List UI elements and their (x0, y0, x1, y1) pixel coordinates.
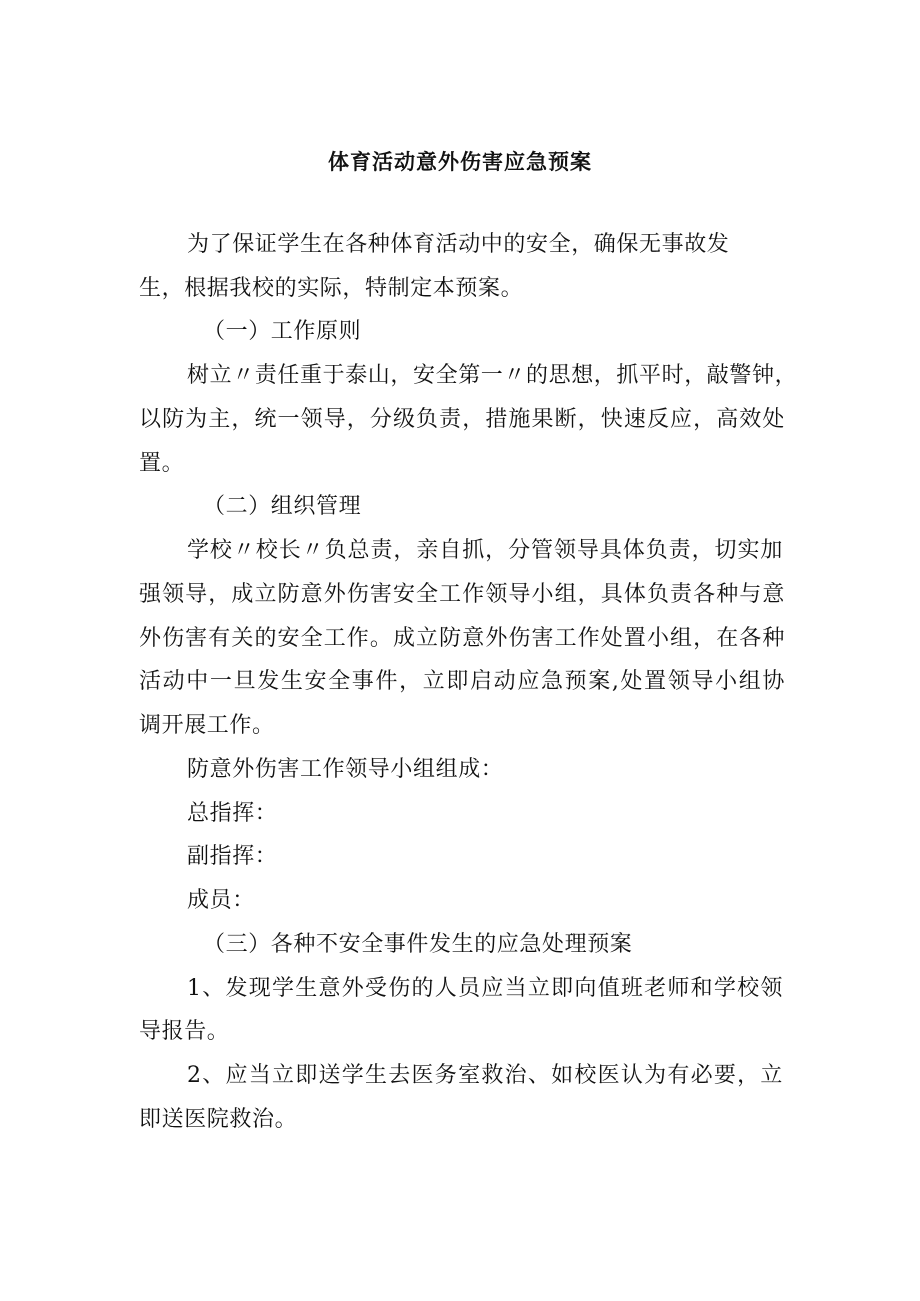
paragraph-line: 学校〃校长〃负总责，亲自抓，分管领导具体负责，切实加 (187, 538, 783, 563)
section-heading: （三）各种不安全事件发生的应急处理预案 (203, 932, 633, 957)
section-heading: （一）工作原则 (203, 319, 362, 344)
document-title: 体育活动意外伤害应急预案 (328, 149, 592, 174)
paragraph-line: 调开展工作。 (139, 713, 275, 738)
section-heading: （二）组织管理 (203, 494, 362, 519)
paragraph-line: 为了保证学生在各种体育活动中的安全，确保无事故发 (187, 232, 730, 257)
paragraph-line: 强领导，成立防意外伤害安全工作领导小组，具体负责各种与意 (139, 582, 785, 607)
commander-label: 总指挥： (187, 801, 278, 826)
paragraph-line: 以防为主，统一领导，分级负责，措施果断，快速反应，高效处 (139, 407, 785, 432)
members-label: 成员： (187, 888, 255, 913)
paragraph-line: 即送医院救治。 (139, 1107, 298, 1132)
paragraph-line: 置。 (139, 451, 185, 476)
paragraph-line: 活动中一旦发生安全事件，立即启动应急预案,处置领导小组协 (139, 669, 785, 694)
group-composition-label: 防意外伤害工作领导小组组成： (187, 757, 504, 782)
deputy-commander-label: 副指挥： (187, 844, 278, 869)
paragraph-line: 2、应当立即送学生去医务室救治、如校医认为有必要，立 (187, 1063, 783, 1088)
paragraph-line: 生，根据我校的实际，特制定本预案。 (139, 276, 524, 301)
paragraph-line: 外伤害有关的安全工作。成立防意外伤害工作处置小组，在各种 (139, 626, 785, 651)
paragraph-line: 树立〃责任重于泰山，安全第一〃的思想，抓平时，敲警钟， (187, 363, 798, 388)
paragraph-line: 导报告。 (139, 1019, 230, 1044)
paragraph-line: 1、发现学生意外受伤的人员应当立即向值班老师和学校领 (187, 976, 783, 1001)
